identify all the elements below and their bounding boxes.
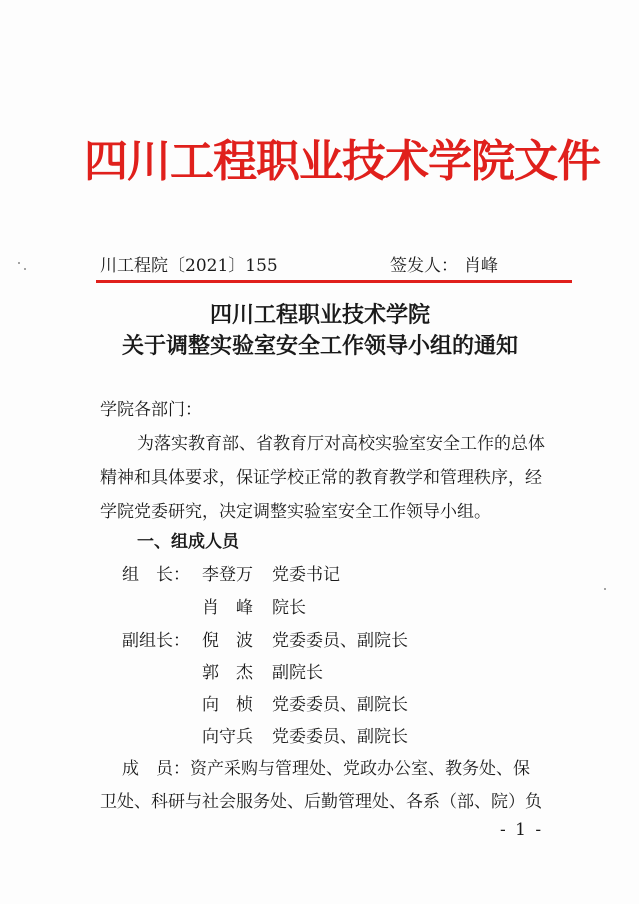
- role-label: 副组长：: [122, 631, 190, 651]
- signer-name: 肖峰: [464, 256, 498, 276]
- role-title: 党委委员、副院长: [272, 727, 408, 747]
- role-title: 党委委员、副院长: [272, 695, 408, 715]
- scan-speck: [604, 588, 606, 590]
- members-line-1: 成 员：资产采购与管理处、党政办公室、教务处、保: [122, 759, 530, 779]
- document-number-line: [100, 254, 540, 278]
- role-title: 党委委员、副院长: [272, 631, 408, 651]
- masthead-title: 四川工程职业技术学院文件: [84, 136, 600, 187]
- role-title: 党委书记: [272, 565, 340, 585]
- page-number: - 1 -: [500, 820, 544, 840]
- role-person: 李登万: [202, 565, 253, 585]
- paragraph-line-2: 精神和具体要求，保证学校正常的教育教学和管理秩序，经: [100, 468, 542, 488]
- signer-label: 签发人：: [390, 256, 458, 276]
- paragraph-line-1: 为落实教育部、省教育厅对高校实验室安全工作的总体: [137, 434, 545, 454]
- document-number: 川工程院〔2021〕155: [100, 256, 278, 276]
- role-person: 肖 峰: [202, 598, 253, 618]
- members-line-2: 卫处、科研与社会服务处、后勤管理处、各系（部、院）负: [100, 792, 542, 812]
- scan-speck: [24, 268, 26, 270]
- role-title: 副院长: [272, 663, 323, 683]
- role-person: 郭 杰: [202, 663, 253, 683]
- role-label: 组 长：: [122, 565, 190, 585]
- section-heading: 一、组成人员: [137, 532, 239, 552]
- signer: [390, 254, 498, 278]
- salutation: 学院各部门：: [100, 400, 202, 420]
- notice-title-line-2: 关于调整实验室安全工作领导小组的通知: [121, 333, 518, 359]
- role-person: 倪 波: [202, 631, 253, 651]
- role-person: 向守兵: [202, 727, 253, 747]
- role-person: 向 桢: [202, 695, 253, 715]
- notice-title-line-1: 四川工程职业技术学院: [209, 302, 430, 328]
- role-title: 院长: [272, 598, 306, 618]
- paragraph-line-3: 学院党委研究，决定调整实验室安全工作领导小组。: [100, 502, 491, 522]
- scan-speck: [18, 262, 20, 264]
- red-separator-line: [96, 280, 572, 283]
